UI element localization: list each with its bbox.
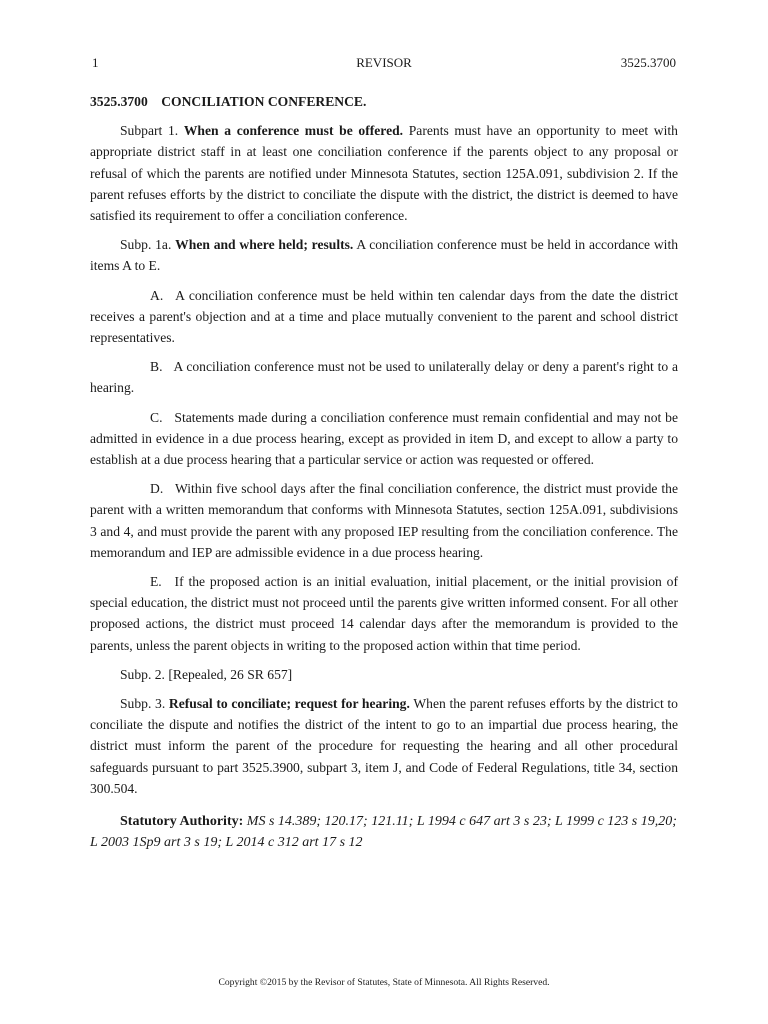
item-letter: D. xyxy=(150,481,164,497)
item-letter: E. xyxy=(150,574,162,590)
item-b xyxy=(90,356,678,398)
page-number: 1 xyxy=(92,55,99,70)
subpart-body: A conciliation conference must be held in accordance with items A to E. xyxy=(90,237,679,274)
document-page xyxy=(90,0,678,1024)
item-letter: C. xyxy=(150,409,163,425)
statutory-authority xyxy=(90,811,678,853)
copyright-footer: Copyright ©2015 by the Revisor of Statutes, State of Minnesota. All Rights Reserved. xyxy=(218,977,550,988)
subpart-lead: Refusal to conciliate; request for hearing. xyxy=(168,696,410,712)
section-title xyxy=(90,91,678,112)
section-number: 3525.3700 xyxy=(90,94,148,109)
subpart-lead: When and where held; results. xyxy=(175,237,354,253)
item-letter: A. xyxy=(150,287,164,303)
subpart-label: Subpart 1. xyxy=(120,123,179,139)
subpart-label: Subp. 1a. xyxy=(120,237,172,253)
item-text: Statements made during a conciliation conference must remain confidential and may not be admitted in evidence in a due process hearing, except as provided in item D, and except to allow a party to establish at a due process hearing that a particular service or action was requested or offered. xyxy=(90,409,679,468)
subpart-3 xyxy=(90,693,678,799)
subpart-body: Parents must have an opportunity to meet with appropriate district staff in at least one conciliation conference if the parents object to any proposal or refusal of which the parents are notified under Minnesota Statutes, section 125A.091, subdivision 2. If the parent refuses efforts by the district to conciliate the dispute with the district, the district is deemed to have satisfied its requirement to offer a conciliation conference. xyxy=(90,123,678,224)
item-letter: B. xyxy=(150,359,163,375)
authority-label: Statutory Authority: xyxy=(120,814,244,830)
item-text: If the proposed action is an initial evaluation, initial placement, or the initial provision of special education, the district must not proceed until the parents give written informed consent. For all other proposed actions, the district must proceed 14 calendar days after the memorandum is provided to the parents, unless the parent objects in writing to the proposed action within that time period. xyxy=(90,574,678,653)
item-a xyxy=(90,285,678,349)
authority-citations: MS s 14.389; 120.17; 121.11; L 1994 c 647 art 3 s 23; L 1999 c 123 s 19,20; L 2003 1Sp9 art 3 s 19; L 2014 c 312 art 17 s 12 xyxy=(90,814,677,851)
subpart-label: Subp. 2. xyxy=(120,666,165,682)
header-revisor: REVISOR xyxy=(356,55,412,70)
subpart-1a xyxy=(90,234,678,276)
item-text: A conciliation conference must be held within ten calendar days from the date the district receives a parent's objection and at a time and place mutually convenient to the parent and school district representatives. xyxy=(90,287,678,346)
item-e xyxy=(90,571,678,656)
subpart-body: When the parent refuses efforts by the district to conciliate the dispute and notifies the district of the intent to go to an impartial due process hearing, the district must inform the parent of the procedure for requesting the hearing and all other procedural safeguards pursuant to part 3525.3900, subpart 3, item J, and Code of Federal Regulations, title 34, section 300.504. xyxy=(90,696,678,796)
document-body xyxy=(90,91,678,861)
item-c xyxy=(90,407,678,471)
item-text: Within five school days after the final conciliation conference, the district must provide the parent with a written memorandum that conforms with Minnesota Statutes, section 125A.091, subdivisions 3 and 4, and must provide the parent with any proposed IEP resulting from the conciliation conference. The memorandum and IEP are admissible evidence in a due process hearing. xyxy=(90,481,679,560)
item-text: A conciliation conference must not be used to unilaterally delay or deny a parent's right to a hearing. xyxy=(90,359,678,396)
subpart-1 xyxy=(90,120,678,226)
subpart-label: Subp. 3. xyxy=(120,696,166,712)
subpart-2 xyxy=(90,664,678,685)
section-heading: CONCILIATION CONFERENCE. xyxy=(161,94,367,109)
subpart-body: [Repealed, 26 SR 657] xyxy=(168,666,293,682)
subpart-lead: When a conference must be offered. xyxy=(183,123,404,139)
item-d xyxy=(90,478,678,563)
header-section-number: 3525.3700 xyxy=(620,55,676,70)
